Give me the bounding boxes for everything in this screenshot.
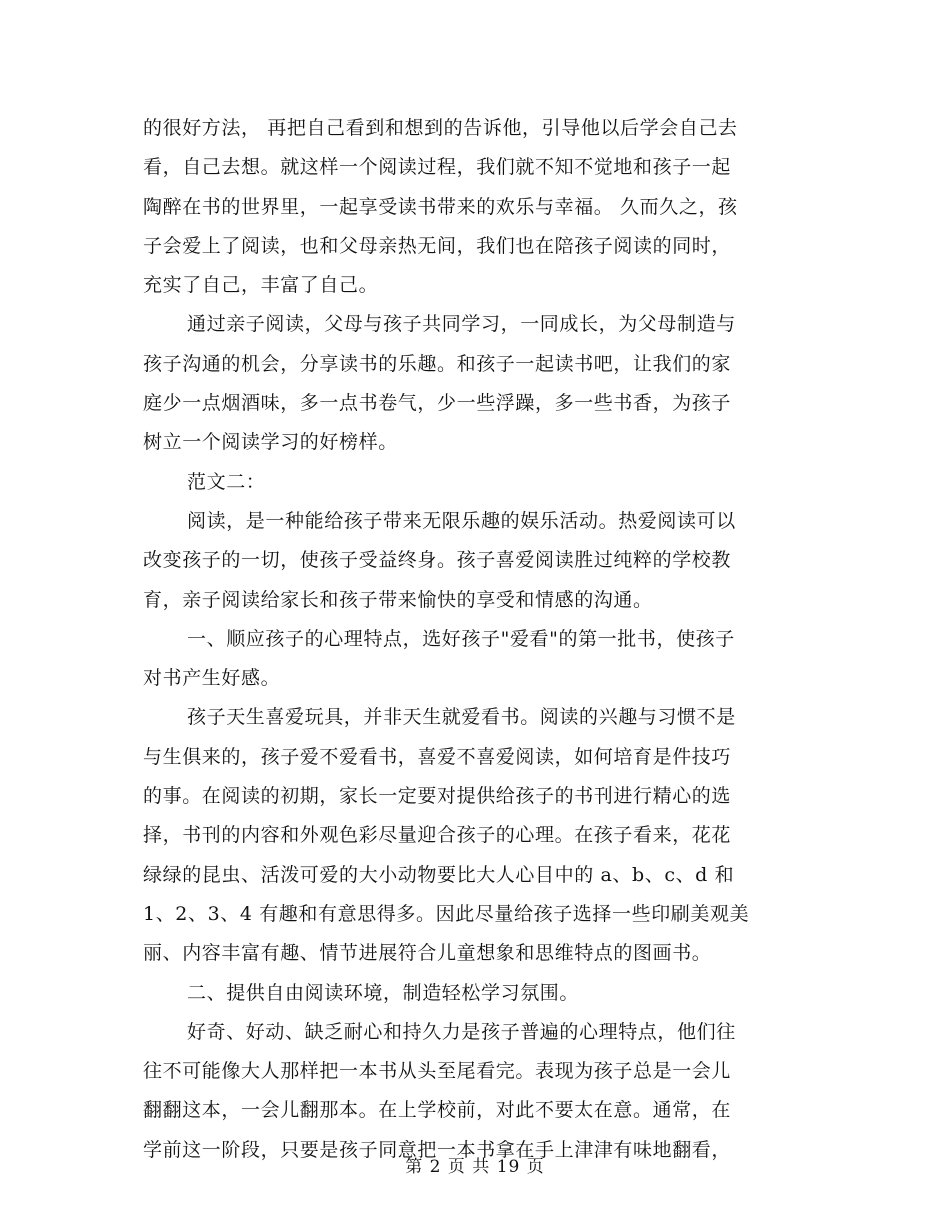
text-line: 绿绿的昆虫、活泼可爱的大小动物要比大人心目中的 a、b、c、d 和 bbox=[143, 863, 735, 886]
subheading-line: 二、提供自由阅读环境，制造轻松学习氛围。 bbox=[187, 981, 580, 1004]
text-line: 丽、内容丰富有趣、情节进展符合儿童想象和思维特点的图画书。 bbox=[143, 942, 712, 965]
text-line: 的很好方法， 再把自己看到和想到的告诉他，引导他以后学会自己去 bbox=[143, 117, 738, 139]
page-number-footer: 第 2 页 共 19 页 bbox=[405, 1157, 545, 1177]
text-line: 与生俱来的，孩子爱不爱看书，喜爱不喜爱阅读，如何培育是件技巧 bbox=[143, 745, 732, 768]
text-line: 陶醉在书的世界里，一起享受读书带来的欢乐与幸福。 久而久之，孩 bbox=[143, 195, 738, 218]
text-line: 1、2、3、4 有趣和有意思得多。因此尽量给孩子选择一些印刷美观美 bbox=[143, 902, 750, 925]
text-line: 通过亲子阅读，父母与孩子共同学习，一同成长，为父母制造与 bbox=[187, 313, 736, 336]
text-line: 子会爱上了阅读，也和父母亲热无间，我们也在陪孩子阅读的同时， bbox=[143, 234, 732, 257]
text-line: 充实了自己，丰富了自己。 bbox=[143, 274, 379, 297]
text-line: 庭少一点烟酒味，多一点书卷气，少一些浮躁，多一些书香，为孩子 bbox=[143, 392, 732, 415]
text-line: 阅读，是一种能给孩子带来无限乐趣的娱乐活动。热爱阅读可以 bbox=[187, 509, 736, 532]
text-line: 孩子沟通的机会，分享读书的乐趣。和孩子一起读书吧，让我们的家 bbox=[143, 352, 732, 375]
text-line: 学前这一阶段，只要是孩子同意把一本书拿在手上津津有味地翻看， bbox=[143, 1138, 732, 1161]
section-heading: 范文二： bbox=[187, 470, 266, 493]
text-line: 树立一个阅读学习的好榜样。 bbox=[143, 431, 398, 454]
text-line: 的事。在阅读的初期，家长一定要对提供给孩子的书刊进行精心的选 bbox=[143, 785, 732, 808]
text-line: 孩子天生喜爱玩具，并非天生就爱看书。阅读的兴趣与习惯不是 bbox=[187, 706, 736, 729]
text-line: 好奇、好动、缺乏耐心和持久力是孩子普遍的心理特点，他们往 bbox=[187, 1020, 736, 1043]
text-line: 翻翻这本，一会儿翻那本。在上学校前，对此不要太在意。通常，在 bbox=[143, 1099, 732, 1122]
text-line: 择，书刊的内容和外观色彩尽量迎合孩子的心理。在孩子看来，花花 bbox=[143, 824, 732, 847]
text-line: 育，亲子阅读给家长和孩子带来愉快的享受和情感的沟通。 bbox=[143, 588, 653, 611]
subheading-line: 对书产生好感。 bbox=[143, 667, 281, 690]
text-line: 改变孩子的一切，使孩子受益终身。孩子喜爱阅读胜过纯粹的学校教 bbox=[143, 549, 732, 572]
text-line: 看，自己去想。就这样一个阅读过程，我们就不知不觉地和孩子一起 bbox=[143, 156, 732, 179]
text-line: 往不可能像大人那样把一本书从头至尾看完。表现为孩子总是一会儿 bbox=[143, 1060, 732, 1083]
subheading-line: 一、顺应孩子的心理特点，选好孩子"爱看"的第一批书，使孩子 bbox=[187, 627, 735, 650]
body-text bbox=[143, 109, 808, 1170]
